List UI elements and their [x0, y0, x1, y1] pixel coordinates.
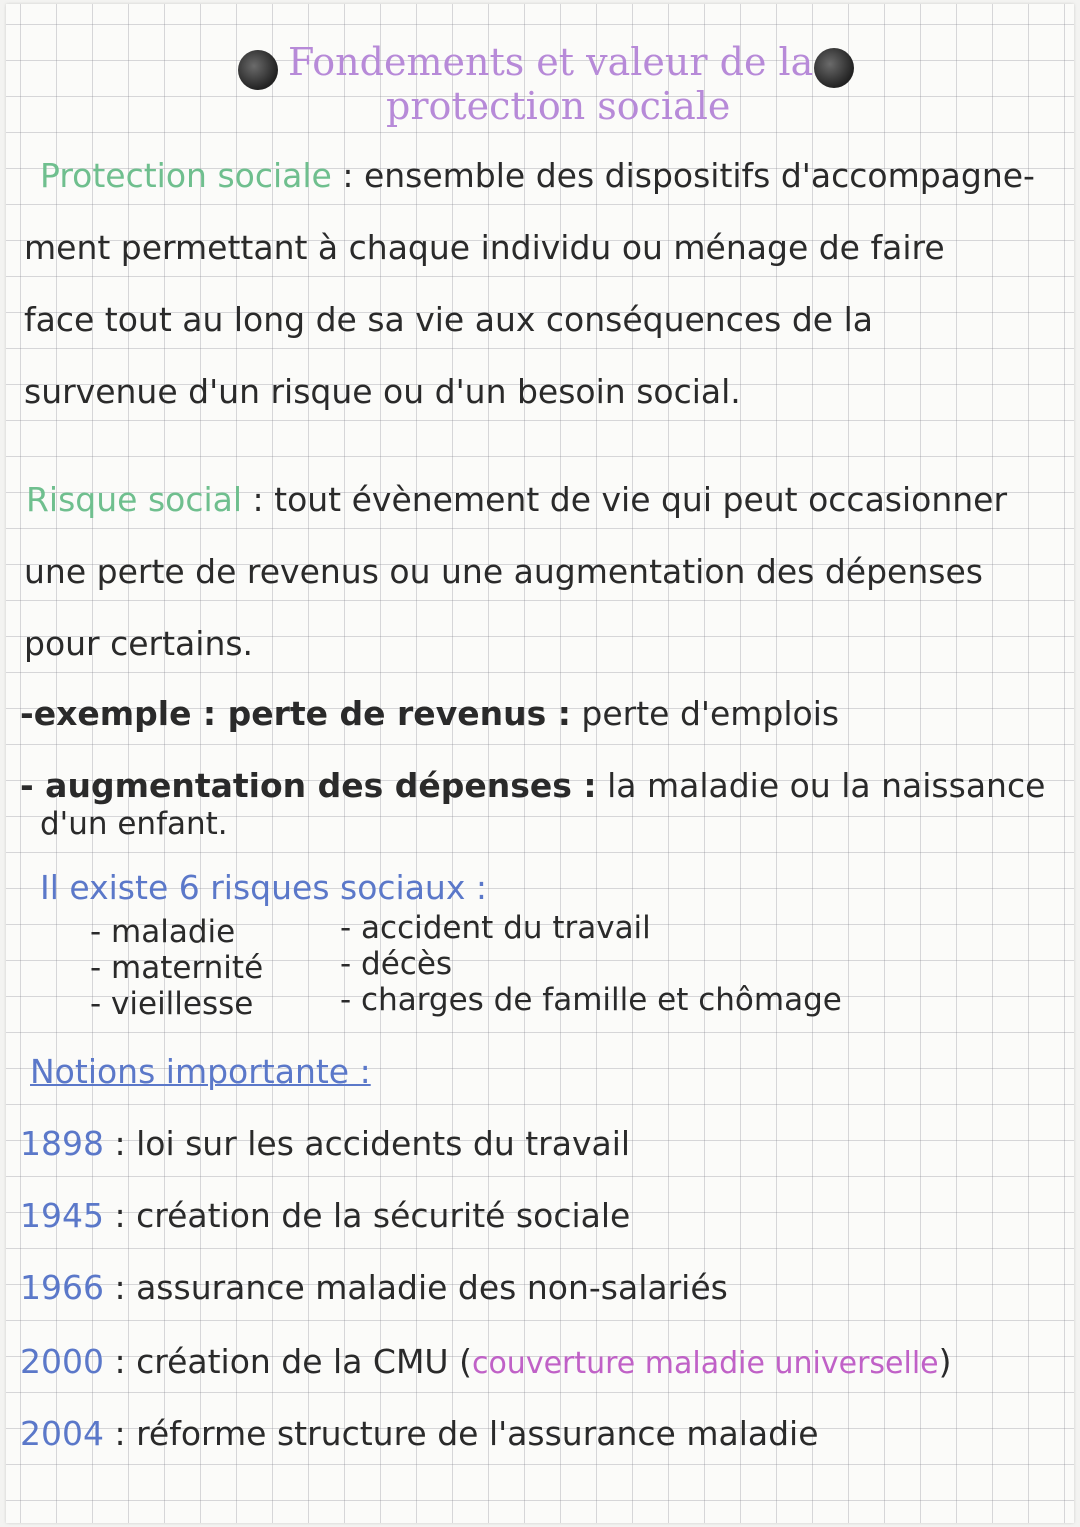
notion-text-close: ): [938, 1342, 952, 1381]
example-label: - augmentation des dépenses :: [20, 766, 597, 805]
notions-heading: Notions importante :: [30, 1052, 371, 1091]
risk-item: - décès: [340, 946, 453, 982]
notion-text: : réforme structure de l'assurance maladie: [103, 1414, 819, 1453]
notion-item: [20, 1414, 819, 1453]
page-title-line2: protection sociale: [386, 84, 731, 128]
page-title-line1: Fondements et valeur de la: [288, 40, 814, 84]
binder-hole-left: [238, 50, 278, 90]
example-line1: [20, 694, 839, 733]
notion-text: : création de la CMU (: [103, 1342, 472, 1381]
binder-hole-right: [814, 48, 854, 88]
definition-risque-line3: pour certains.: [24, 624, 254, 663]
notion-year: 1945: [20, 1196, 104, 1235]
definition-risque-line1: [26, 480, 1007, 519]
definition-risque-line2: une perte de revenus ou une augmentation des dépenses: [24, 552, 983, 591]
example-label: -exemple : perte de revenus :: [20, 694, 571, 733]
example-text: la maladie ou la naissance: [596, 766, 1046, 805]
definition-text: ensemble des dispositifs d'accompagne-: [363, 156, 1035, 195]
risk-item: - maladie: [90, 914, 236, 950]
risk-item: - accident du travail: [340, 910, 651, 946]
risks-heading: Il existe 6 risques sociaux :: [40, 868, 487, 907]
notion-text: : loi sur les accidents du travail: [103, 1124, 631, 1163]
notion-item: [20, 1268, 728, 1307]
separator: :: [331, 156, 364, 195]
risk-item: - charges de famille et chômage: [340, 982, 842, 1018]
notion-year: 2004: [20, 1414, 104, 1453]
definition-protection-line4: survenue d'un risque ou d'un besoin social.: [24, 372, 741, 411]
notion-year: 2000: [20, 1342, 104, 1381]
notion-text: : création de la sécurité sociale: [103, 1196, 631, 1235]
notion-text: : assurance maladie des non-salariés: [103, 1268, 728, 1307]
definition-text: tout évènement de vie qui peut occasionner: [274, 480, 1008, 519]
risk-item: - vieillesse: [90, 986, 254, 1022]
notion-acronym-expansion: couverture maladie universelle: [471, 1346, 939, 1381]
term-protection-sociale: Protection sociale: [40, 156, 332, 195]
example-text: perte d'emplois: [570, 694, 840, 733]
notebook-page: [6, 4, 1074, 1523]
risk-item: - maternité: [90, 950, 264, 986]
example-line2: [20, 766, 1045, 805]
term-risque-social: Risque social: [26, 480, 243, 519]
notion-item: [20, 1124, 630, 1163]
definition-protection-line2: ment permettant à chaque individu ou ménage de faire: [24, 228, 945, 267]
notion-year: 1966: [20, 1268, 104, 1307]
definition-protection-line1: [40, 156, 1035, 195]
notion-item: [20, 1196, 630, 1235]
separator: :: [242, 480, 275, 519]
notion-year: 1898: [20, 1124, 104, 1163]
example-line3: d'un enfant.: [40, 806, 228, 842]
definition-protection-line3: face tout au long de sa vie aux conséquences de la: [24, 300, 873, 339]
notion-item: [20, 1342, 952, 1381]
